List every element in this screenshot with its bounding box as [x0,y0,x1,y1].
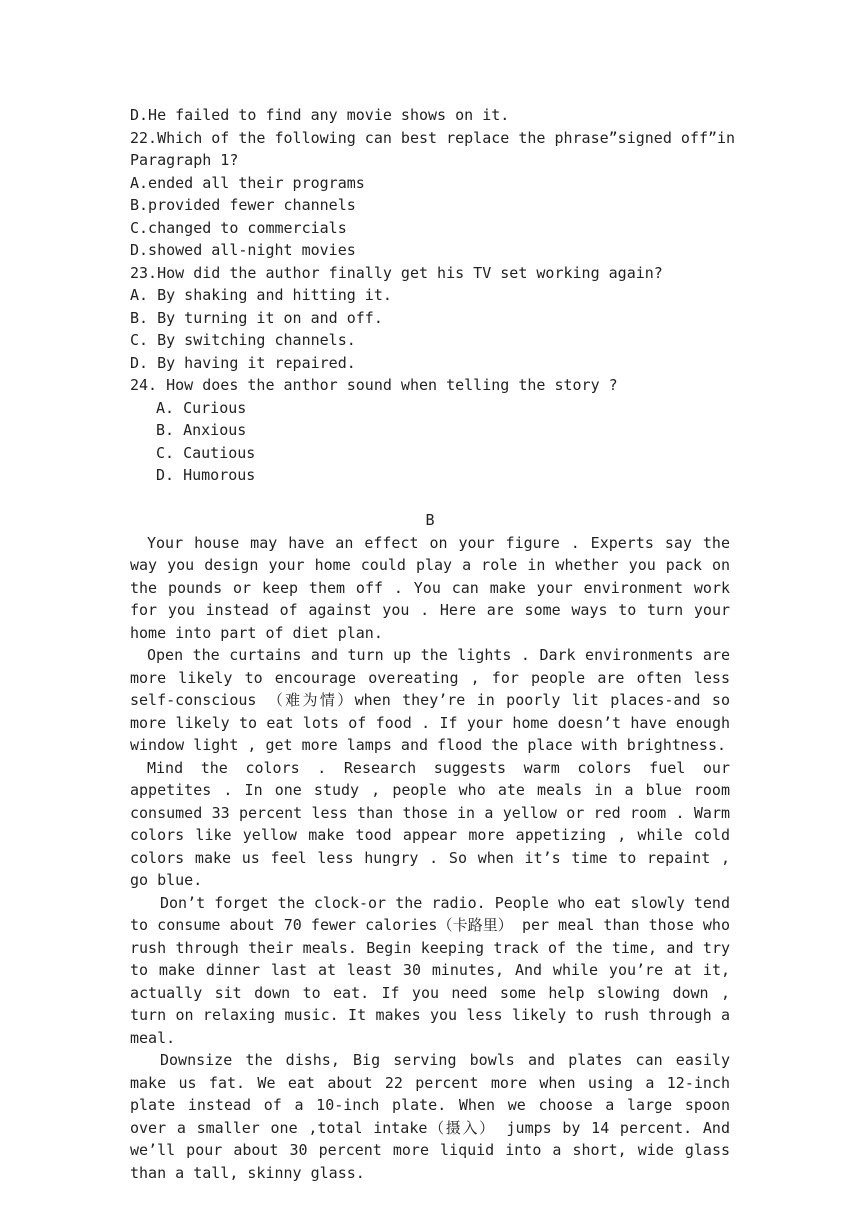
q23-option-b: B. By turning it on and off. [130,308,383,327]
section-spacer [130,487,730,510]
q23-option-a: A. By shaking and hitting it. [130,286,392,304]
passage-b-heading: B [425,511,435,529]
q22-option-a: A.ended all their programs [130,173,365,192]
q22-stem-line1: 22.Which of the following can best replace the phrase”signed off”in [130,128,736,147]
q22-option-d: D.showed all-night movies [130,241,356,259]
q22-stem-line2: Paragraph 1? [130,151,239,169]
q23-option-d: D. By having it repaired. [130,353,356,372]
q24-option-c: C. Cautious [156,443,256,462]
q22-option-c: C.changed to commercials [130,218,347,237]
passage-b-paragraph-4: Don’t forget the clock-or the radio. People who eat slowly tend to consume about 70 fewer calories（卡路里） per meal than those who rush through their meals. Begin keeping track of the time, and try to make dinner last at least 30 minutes, And while you’re at it, actually sit down to eat. If you need some help slowing down , turn on relaxing music. It makes you less likely to rush through a meal. [130,893,730,1047]
q24-option-d: D. Humorous [156,466,256,484]
q23-stem: 23.How did the author finally get his TV set working again? [130,263,663,282]
q21-option-d: D.He failed to find any movie shows on it. [130,106,510,124]
q23-option-c: C. By switching channels. [130,331,356,349]
q24-option-b: B. Anxious [156,421,247,439]
q24-option-a: A. Curious [156,398,247,417]
passage-b-paragraph-1: Your house may have an effect on your figure . Experts say the way you design your home could play a role in whether you pack on the pounds or keep them off . You can make your environment work for you instead of against you . Here are some ways to turn your home into part of diet plan. [130,533,730,642]
exam-page [130,104,736,1184]
passage-b-paragraph-3: Mind the colors . Research suggests warm colors fuel our appetites . In one study , people who ate meals in a blue room consumed 33 percent less than those in a yellow or red room . Warm colors like yellow make tood appear more appetizing , while cold colors make us feel less hungry . So when it’s time to repaint , go blue. [130,758,730,889]
q22-option-b: B.provided fewer channels [130,196,356,214]
passage-b-paragraph-5: Downsize the dishs, Big serving bowls and plates can easily make us fat. We eat about 22 percent more when using a 12-inch plate instead of a 10-inch plate. When we choose a large spoon over a smaller one ,total intake（摄入） jumps by 14 percent. And we’ll pour about 30 percent more liquid into a short, wide glass than a tall, skinny glass. [130,1051,730,1182]
q24-stem: 24. How does the anthor sound when telling the story ? [130,376,618,394]
passage-b-paragraph-2: Open the curtains and turn up the lights . Dark environments are more likely to encourage overeating , for people are often less self-conscious （难为情）when they’re in poorly lit places-and so more likely to eat lots of food . If your home doesn’t have enough window light , get more lamps and flood the place with brightness. [130,646,730,754]
